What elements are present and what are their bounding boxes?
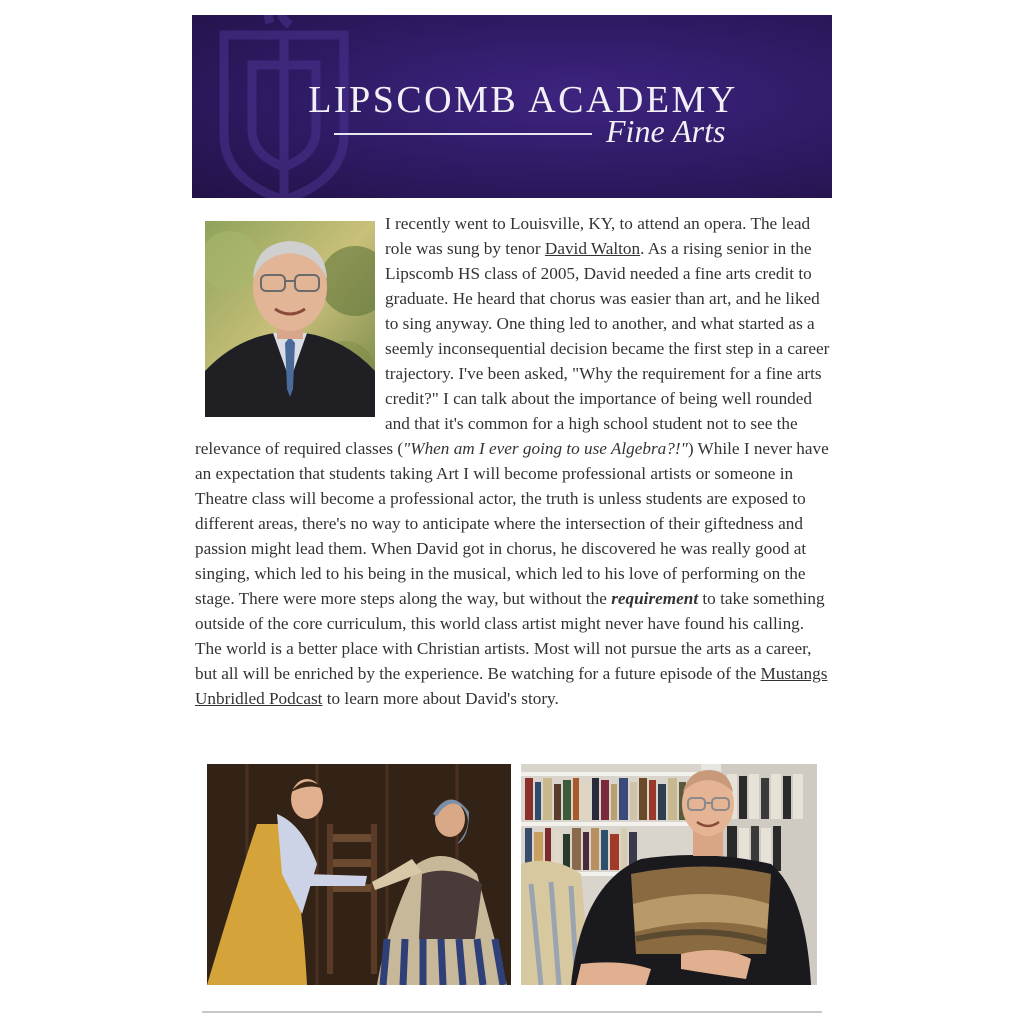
david-walton-link[interactable]: David Walton xyxy=(544,239,641,258)
article-text-4: to take something outside of the core curriculum, this world class artist might never have found his calling. The world is a better place with Christian artists. Most will not pursue the arts as a career, but all will be enriched by the experience. Be watching for a future episode of the xyxy=(195,589,825,683)
article-text-5: to learn more about David's story. xyxy=(322,689,559,708)
portrait-photo xyxy=(205,221,375,417)
article-body xyxy=(195,211,831,711)
david-walton-photo xyxy=(521,764,817,985)
article-text-3: ) While I never have an expectation that students taking Art I will become professional artists or someone in Theatre class will become a professional actor, the truth is unless students are exposed to different areas, there's no way to anticipate where the intersection of their giftedness and passion might lead them. When David got in chorus, he discovered he was really good at singing, which led to his being in the musical, which led to his love of performing on the stage. There were more steps along the way, but without the xyxy=(195,439,829,608)
algebra-quote: "When am I ever going to use Algebra?!" xyxy=(403,439,688,458)
divider xyxy=(202,1011,822,1013)
header-banner xyxy=(192,15,832,198)
photo-row xyxy=(207,764,817,986)
banner-title: LIPSCOMB ACADEMY xyxy=(308,79,738,121)
article-text-2: . As a rising senior in the Lipscomb HS class of 2005, David needed a fine arts credit to graduate. He heard that chorus was easier than art, and he liked to sing anyway. One thing led to another, and what started as a seemly inconsequential decision became the first step in a career trajectory. I've been asked, "Why the requirement for a fine arts credit?" I can talk about the importance of being well rounded and that it's common for a high school student not to see the relevance of required classes ( xyxy=(195,239,830,458)
requirement-emphasis: requirement xyxy=(611,589,699,608)
article-text-1: I recently went to Louisville, KY, to attend an opera. The lead role was sung by tenor xyxy=(385,214,811,258)
banner-subtitle: Fine Arts xyxy=(606,113,726,149)
podcast-link[interactable]: Mustangs Unbridled Podcast xyxy=(195,664,828,708)
opera-performance-photo xyxy=(207,764,511,985)
banner-rule xyxy=(334,133,592,135)
